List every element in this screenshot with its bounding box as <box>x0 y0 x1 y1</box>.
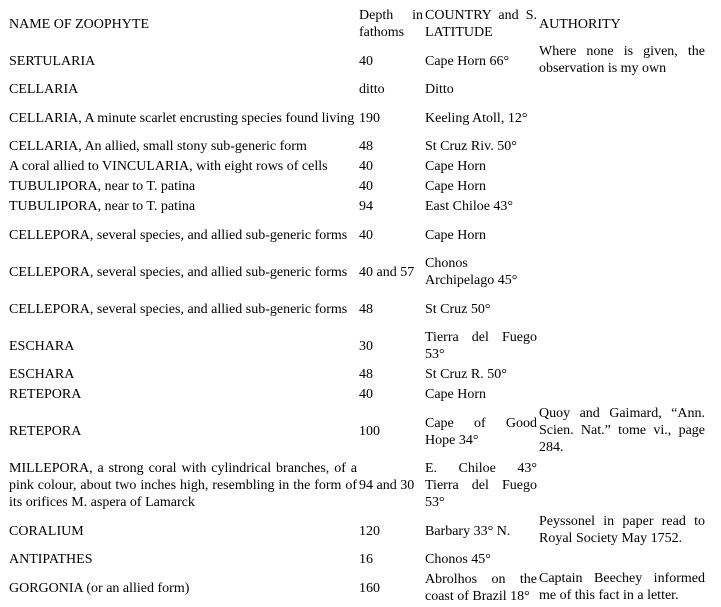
table-row <box>8 365 706 385</box>
authority-cell <box>538 177 706 197</box>
authority-cell <box>538 157 706 177</box>
authority-cell: Captain Beechey informed me of this fact in a letter. <box>539 571 705 603</box>
table-row <box>8 328 706 365</box>
depth-cell: 16 <box>359 552 373 567</box>
country-cell: Barbary 33° N. <box>425 523 511 539</box>
country-cell: St Cruz Riv. 50° <box>425 139 517 154</box>
depth-cell: 40 and 57 <box>359 264 415 280</box>
zoophyte-name: GORGONIA (or an allied form) <box>9 580 190 596</box>
header-country: COUNTRY and S. LATITUDE <box>425 8 537 40</box>
depth-cell: 40 <box>359 159 373 174</box>
zoophyte-name: ESCHARA <box>9 338 75 354</box>
country-cell: St Cruz R. 50° <box>425 367 507 382</box>
authority-cell <box>538 254 706 291</box>
table-row <box>8 459 706 513</box>
table-row <box>8 570 706 607</box>
authority-cell <box>538 459 706 513</box>
zoophyte-name: CELLEPORA, several species, and allied sub-generic forms <box>9 301 348 317</box>
country-cell: Chonos 45° <box>425 552 491 567</box>
country-cell: Cape of Good Hope 34° <box>425 415 537 448</box>
table-row <box>8 550 706 570</box>
table-row <box>8 291 706 328</box>
authority-cell: Peyssonel in paper read to Royal Society May 1752. <box>539 514 705 546</box>
depth-cell: 160 <box>359 580 380 596</box>
authority-cell: Quoy and Gaimard, “Ann. Scien. Nat.” tome vi., page 284. <box>539 406 705 455</box>
country-cell: Cape Horn <box>425 227 487 243</box>
table-row <box>8 197 706 217</box>
header-depth: Depth in fathoms <box>359 8 423 40</box>
zoophyte-name: CELLARIA, A minute scarlet encrusting species found living <box>9 110 355 126</box>
country-cell: Keeling Atoll, 12° <box>425 110 528 126</box>
country-cell: Cape Horn <box>425 159 487 174</box>
authority-cell <box>538 217 706 254</box>
table-row <box>8 405 706 459</box>
country-cell: East Chiloe 43° <box>425 199 514 214</box>
zoophyte-table <box>8 6 706 607</box>
depth-cell: 100 <box>359 424 380 439</box>
country-cell: E. Chiloe 43° Tierra del Fuego 53° <box>425 461 537 510</box>
zoophyte-name: CELLARIA <box>9 82 79 97</box>
depth-cell: 120 <box>359 523 380 539</box>
authority-cell <box>538 137 706 157</box>
authority-cell <box>538 80 706 100</box>
country-cell: St Cruz 50° <box>425 301 491 317</box>
country-cell: Tierra del Fuego 53° <box>425 330 537 362</box>
table-row <box>8 80 706 100</box>
authority-cell <box>538 365 706 385</box>
zoophyte-name: RETEPORA <box>9 387 82 402</box>
table-row <box>8 177 706 197</box>
zoophyte-name: CELLARIA, An allied, small stony sub-generic form <box>9 139 307 154</box>
authority-cell <box>538 385 706 405</box>
zoophyte-name: SERTULARIA <box>9 53 96 69</box>
depth-cell: 190 <box>359 110 380 126</box>
zoophyte-name: A coral allied to VINCULARIA, with eight rows of cells <box>9 159 328 174</box>
country-cell: Cape Horn <box>425 387 487 402</box>
header-authority: AUTHORITY <box>539 16 621 32</box>
zoophyte-name: ESCHARA <box>9 367 75 382</box>
depth-cell: 94 and 30 <box>359 478 415 493</box>
depth-cell: 48 <box>359 139 373 154</box>
depth-cell: ditto <box>359 82 385 97</box>
table-row <box>8 385 706 405</box>
table-row <box>8 100 706 137</box>
country-cell: Ditto <box>425 82 454 97</box>
authority-cell <box>538 197 706 217</box>
zoophyte-name: TUBULIPORA, near to T. patina <box>9 179 196 194</box>
table-row <box>8 43 706 80</box>
depth-cell: 30 <box>359 338 373 354</box>
country-cell: Cape Horn 66° <box>425 53 510 69</box>
depth-cell: 48 <box>359 301 373 317</box>
zoophyte-name: ANTIPATHES <box>9 552 93 567</box>
country-cell: Cape Horn <box>425 179 487 194</box>
table-row <box>8 254 706 291</box>
zoophyte-name: MILLEPORA, a strong coral with cylindrical branches, of a pink colour, about two inches high, resembling in the form of its orifices M. aspera of Lamarck <box>9 461 357 510</box>
depth-cell: 40 <box>359 387 373 402</box>
authority-cell <box>538 291 706 328</box>
table-row <box>8 157 706 177</box>
depth-cell: 40 <box>359 53 373 69</box>
table-header-row <box>8 6 706 43</box>
zoophyte-name: CORALIUM <box>9 523 84 539</box>
zoophyte-name: TUBULIPORA, near to T. patina <box>9 199 196 214</box>
depth-cell: 94 <box>359 199 373 214</box>
table-row <box>8 217 706 254</box>
zoophyte-name: CELLEPORA, several species, and allied sub-generic forms <box>9 264 348 280</box>
country-cell: Abrolhos on the coast of Brazil 18° <box>425 572 537 604</box>
table-row <box>8 137 706 157</box>
country-cell: Chonos Archipelago 45° <box>425 256 518 288</box>
authority-cell <box>538 550 706 570</box>
authority-cell <box>538 328 706 365</box>
authority-cell: Where none is given, the observation is my own <box>539 44 705 76</box>
depth-cell: 40 <box>359 179 373 194</box>
depth-cell: 48 <box>359 367 373 382</box>
table-row <box>8 513 706 550</box>
authority-cell <box>538 100 706 137</box>
depth-cell: 40 <box>359 227 373 243</box>
header-name: NAME OF ZOOPHYTE <box>9 16 149 32</box>
zoophyte-name: CELLEPORA, several species, and allied sub-generic forms <box>9 227 348 243</box>
zoophyte-name: RETEPORA <box>9 424 82 439</box>
